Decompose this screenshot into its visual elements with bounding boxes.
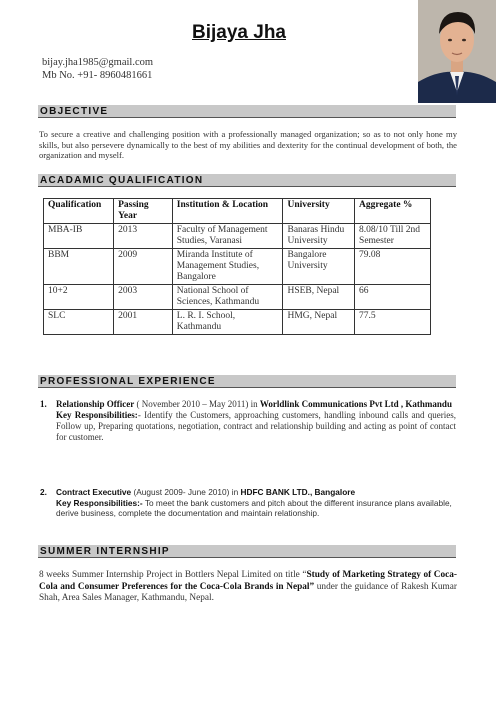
job-period: ( November 2010 – May 2011) in xyxy=(134,399,260,409)
academics-heading: ACADAMIC QUALIFICATION xyxy=(38,174,456,187)
table-cell: BBM xyxy=(44,249,114,285)
column-header: University xyxy=(283,199,355,224)
internship-heading: SUMMER INTERNSHIP xyxy=(38,545,456,558)
qualification-table xyxy=(43,198,431,335)
experience-heading: PROFESSIONAL EXPERIENCE xyxy=(38,375,456,388)
candidate-name: Bijaya Jha xyxy=(192,22,286,43)
item-number: 1. xyxy=(40,399,47,409)
table-cell: Banaras Hindu University xyxy=(283,224,355,249)
table-cell: National School of Sciences, Kathmandu xyxy=(172,285,283,310)
experience-item xyxy=(40,487,456,519)
table-row xyxy=(44,249,431,285)
column-header: Passing Year xyxy=(114,199,173,224)
company-name: Worldlink Communications Pvt Ltd , Kathmandu xyxy=(259,399,452,409)
table-row xyxy=(44,224,431,249)
table-cell: SLC xyxy=(44,310,114,335)
internship-project-title: Study of Marketing Strategy of Coca-Cola and Consumer Preferences for the Coca-Cola Brands in Nepal” xyxy=(39,570,457,592)
table-header-row xyxy=(44,199,431,224)
objective-text: To secure a creative and challenging position with a professionally managed organization; so as to not only hone my skills, but also persevere dynamically to the best of my abilities and dexterity for the continual development of both, the organization and myself. xyxy=(39,129,457,160)
column-header: Qualification xyxy=(44,199,114,224)
experience-item xyxy=(40,399,456,443)
phone-number: Mb No. +91- 8960481661 xyxy=(42,70,153,81)
company-name: HDFC BANK LTD., Bangalore xyxy=(240,487,356,497)
table-cell: Miranda Institute of Management Studies, Bangalore xyxy=(172,249,283,285)
table-cell: 2009 xyxy=(114,249,173,285)
table-cell: 77.5 xyxy=(355,310,431,335)
column-header: Institution & Location xyxy=(172,199,283,224)
table-cell: 8.08/10 Till 2nd Semester xyxy=(355,224,431,249)
table-cell: 10+2 xyxy=(44,285,114,310)
profile-photo xyxy=(418,0,496,103)
email-address: bijay.jha1985@gmail.com xyxy=(42,57,154,68)
table-cell: 66 xyxy=(355,285,431,310)
internship-prefix: 8 weeks Summer Internship Project in Bottlers Nepal Limited on title “ xyxy=(39,570,307,580)
internship-suffix: under the guidance of Rakesh Kumar Shah, Area Sales Manager, Kathmandu, Nepal. xyxy=(39,581,457,603)
job-period: (August 2009- June 2010) in xyxy=(131,487,241,497)
internship-text xyxy=(39,570,457,605)
responsibilities-text: To meet the bank customers and pitch about the different insurance plans available, derive business, complete the documentation and maintain relationship. xyxy=(56,497,452,518)
contact-block xyxy=(42,56,153,82)
job-role: Contract Executive xyxy=(56,487,132,497)
table-cell: 2001 xyxy=(114,310,173,335)
table-cell: Faculty of Management Studies, Varanasi xyxy=(172,224,283,249)
table-cell: 79.08 xyxy=(355,249,431,285)
table-cell: 2003 xyxy=(114,285,173,310)
table-cell: 2013 xyxy=(114,224,173,249)
item-number: 2. xyxy=(40,487,47,497)
table-cell: Bangalore University xyxy=(283,249,355,285)
objective-heading: OBJECTIVE xyxy=(38,105,456,118)
table-cell: MBA-IB xyxy=(44,224,114,249)
responsibilities-label: Key Responsibilities: xyxy=(56,410,138,420)
column-header: Aggregate % xyxy=(355,199,431,224)
job-role: Relationship Officer xyxy=(56,399,135,409)
table-row xyxy=(44,285,431,310)
table-cell: L. R. I. School, Kathmandu xyxy=(172,310,283,335)
responsibilities-text: - Identify the Customers, approaching customers, handling inbound calls and queries, Follow up, Preparing quotations, negotiation, contract and relationship building and acting as point of contact for customer. xyxy=(56,410,456,442)
responsibilities-label: Key Responsibilities:- xyxy=(56,497,143,508)
table-row xyxy=(44,310,431,335)
table-cell: HSEB, Nepal xyxy=(283,285,355,310)
table-cell: HMG, Nepal xyxy=(283,310,355,335)
